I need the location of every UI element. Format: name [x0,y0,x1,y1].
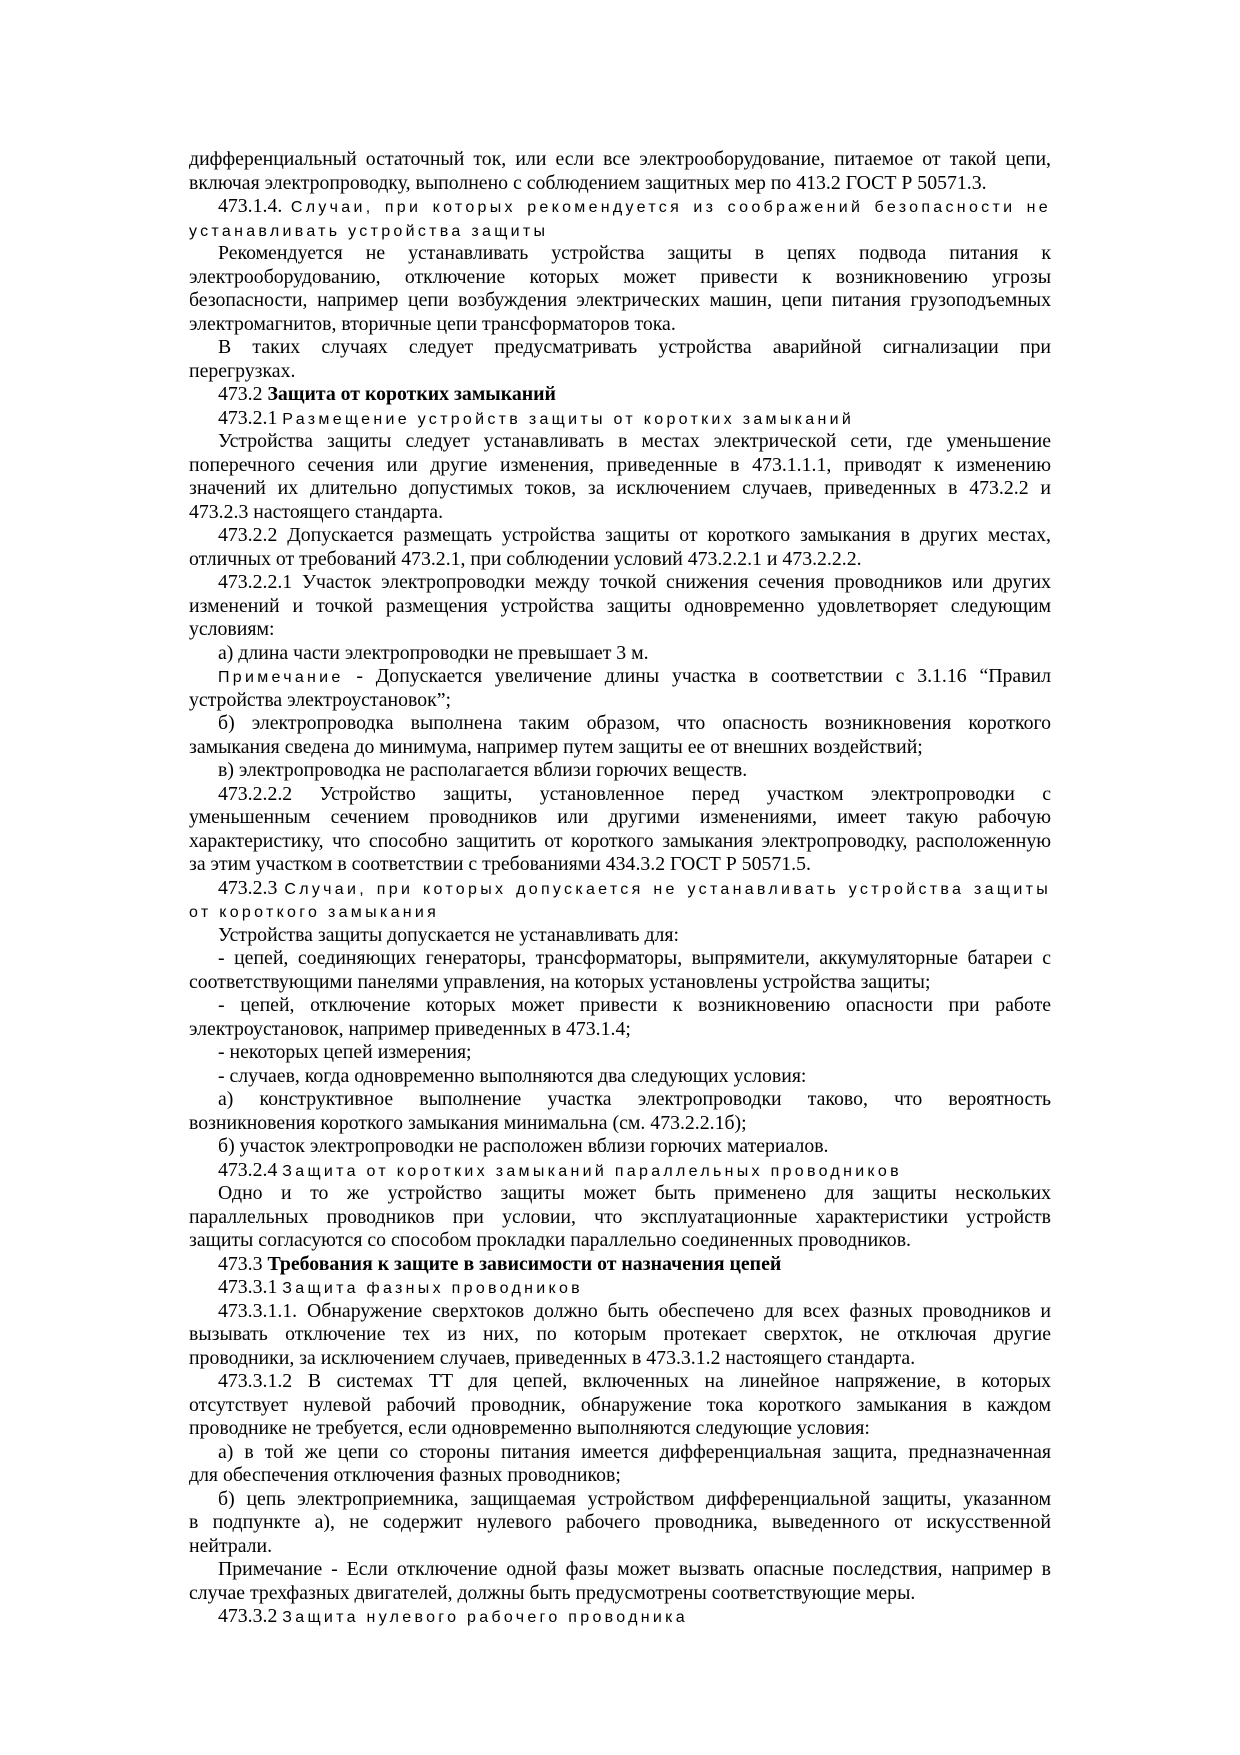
text-line: В таких случаях следует предусматривать устройства аварийной сигнализации при [218,336,1051,358]
text-line: возникновения короткого замыкания минимальна (см. 473.2.2.1б); [189,1111,747,1134]
text-line: электрооборудованию, отключение которых может привести к возникновению угрозы [189,265,1051,288]
paragraph [189,1159,1051,1183]
text-line: отличных от требований 473.2.1, при соблюдении условий 473.2.2.1 и 473.2.2.2. [189,547,862,570]
spaced-heading-text: Размещение устройств защиты от коротких замыканий [282,410,855,428]
text-line [189,407,1051,431]
paragraph [189,1182,1051,1253]
text-line: 473.2.2.2 Устройство защиты, установленное перед участком электропроводки с [218,782,1051,805]
text-line: устройства электроустановок”; [189,688,451,711]
clause-text: 473.1.4. [218,195,291,217]
text-line: а) в той же цепи со стороны питания имеется дифференциальная защита, предназначенная [218,1440,1051,1463]
text-body [189,148,1051,1629]
paragraph [189,195,1051,242]
text-line [189,900,1051,924]
text-line: характеристику, что способно защитить от короткого замыкания электропроводку, расположенную [189,829,1051,852]
text-line: - цепей, соединяющих генераторы, трансформаторы, выпрямители, аккумуляторные батареи с [218,947,1051,969]
text-line: проводнике не требуется, если одновременно выполняются следующие условия: [189,1417,870,1439]
text-line: проводники, за исключением случаев, приведенных в 473.3.1.2 настоящего стандарта. [189,1346,916,1369]
text-line: в подпункте а), не содержит нулевого рабочего проводника, выведенного от искусственной [189,1511,1051,1533]
text-line: 473.3.1.1. Обнаружение сверхтоков должно быть обеспечено для всех фазных проводников и [218,1299,1051,1322]
text-line: соответствующими панелями управления, на которых установлены устройства защиты; [189,970,931,993]
paragraph [189,1300,1051,1371]
paragraph [189,1605,1051,1629]
bold-heading-text: Требования к защите в зависимости от назначения цепей [267,1252,782,1275]
spaced-heading-text: Защита от коротких замыканий параллельных проводников [282,1162,902,1180]
text-line: Рекомендуется не устанавливать устройства защиты в цепях подвода питания к [218,242,1051,264]
paragraph [189,1488,1051,1559]
text-line [189,1159,1051,1183]
text-line: значений их длительно допустимых токов, за исключением случаев, приведенных в 473.2.2 и [189,477,1051,499]
text-line: электромагнитов, вторичные цепи трансформаторов тока. [189,312,676,335]
text-line: - случаев, когда одновременно выполняются два следующих условия: [218,1064,807,1087]
text-line: параллельных проводников при условии, что эксплуатационные характеристики устройств [189,1205,1051,1228]
text-line: Устройства защиты допускается не устанавливать для: [218,923,680,946]
text-line [189,1253,1051,1277]
paragraph [189,1041,1051,1065]
text-line: Устройства защиты следует устанавливать в местах электрической сети, где уменьшение [218,430,1051,452]
paragraph [189,430,1051,524]
text-line: поперечного сечения или другие изменения, приведенные в 473.1.1.1, приводят к изменению [189,453,1051,476]
text-line: б) цепь электроприемника, защищаемая устройством дифференциальной защиты, указанном [218,1487,1051,1510]
paragraph [189,407,1051,431]
spaced-heading-text: Случаи, при которых рекомендуется из соображений безопасности не [290,199,1051,216]
text-line: Примечание - Если отключение одной фазы может вызвать опасные последствия, например в [218,1558,1051,1580]
text-line [189,1276,1051,1300]
spaced-heading-text: Примечание [218,669,344,686]
paragraph [189,1135,1051,1159]
bold-heading-text: Защита от коротких замыканий [267,383,556,405]
clause-text: 473.2 [218,383,268,405]
text-line [189,877,1051,901]
text-line: 473.2.3 настоящего стандарта. [189,500,444,523]
paragraph [189,783,1051,877]
spaced-heading-text: от короткого замыкания [189,904,440,921]
paragraph [189,383,1051,407]
paragraph [189,1253,1051,1277]
paragraph [189,877,1051,924]
clause-text: 473.2.4 [218,1158,283,1181]
paragraph [189,759,1051,783]
spaced-heading-text: устанавливать устройства защиты [189,222,549,240]
text-line: - некоторых цепей измерения; [218,1041,472,1063]
text-line: 473.3.1.2 В системах TT для цепей, включенных на линейное напряжение, в которых [218,1370,1051,1392]
paragraph [189,148,1051,195]
paragraph [189,336,1051,383]
clause-text: 473.2.3 [218,876,285,899]
text-line: 473.2.2.1 Участок электропроводки между точкой снижения сечения проводников или других [218,571,1051,593]
paragraph [189,1558,1051,1605]
text-line: за этим участком в соответствии с требованиями 434.3.2 ГОСТ Р 50571.5. [189,853,811,875]
clause-text: 473.3.2 [218,1605,283,1627]
clause-text: - Допускается увеличение длины участка в соответствии с 3.1.16 “Правил [343,665,1051,687]
text-line: отсутствует нулевой рабочий проводник, обнаружение тока короткого замыкания в каждом [189,1393,1051,1416]
paragraph [189,924,1051,948]
text-line: защиты согласуются со способом прокладки параллельно соединенных проводников. [189,1229,911,1251]
paragraph [189,524,1051,571]
paragraph [189,947,1051,994]
spaced-heading-text: Защита фазных проводников [282,1280,583,1297]
text-line: б) электропроводка выполнена таким образом, что опасность возникновения короткого [218,712,1051,734]
text-line: а) конструктивное выполнение участка электропроводки таково, что вероятность [218,1088,1051,1110]
text-line: уменьшенным сечением проводников или другими изменениями, имеет такую рабочую [189,806,1051,828]
text-line [189,219,1051,243]
paragraph [189,1276,1051,1300]
paragraph [189,1370,1051,1441]
paragraph [189,665,1051,712]
clause-text: 473.3 [218,1252,268,1275]
text-line: нейтрали. [189,1534,273,1557]
text-line [189,665,1051,689]
text-line: изменений и точкой размещения устройства защиты одновременно удовлетворяет следующим [189,594,1051,617]
text-line: включая электропроводку, выполнено с соблюдением защитных мер по 413.2 ГОСТ Р 50571.3. [189,171,987,194]
spaced-heading-text: Случаи, при которых допускается не устанавливать устройства защиты [284,880,1051,898]
text-line: для обеспечения отключения фазных проводников; [189,1464,621,1486]
paragraph [189,1441,1051,1488]
text-line: безопасности, например цепи возбуждения электрических машин, цепи питания грузоподъемных [189,289,1051,311]
paragraph [189,642,1051,666]
text-line [189,195,1051,219]
text-line: Одно и то же устройство защиты может быть применено для защиты нескольких [218,1182,1051,1204]
text-line: дифференциальный остаточный ток, или если все электрооборудование, питаемое от такой цепи, [189,148,1051,170]
text-line: случае трехфазных двигателей, должны быть предусмотрены соответствующие меры. [189,1581,916,1604]
spaced-heading-text: Защита нулевого рабочего проводника [282,1609,688,1626]
text-line: 473.2.2 Допускается размещать устройства защиты от короткого замыкания в других местах, [218,524,1051,546]
paragraph [189,994,1051,1041]
clause-text: 473.2.1 [218,406,283,429]
paragraph [189,571,1051,642]
text-line [189,383,1051,407]
text-line: замыкания сведена до минимума, например путем защиты ее от внешних воздействий; [189,735,923,758]
text-line: перегрузках. [189,359,296,382]
text-line: в) электропроводка не располагается вблизи горючих веществ. [218,759,748,781]
paragraph [189,1065,1051,1089]
text-line: - цепей, отключение которых может привести к возникновению опасности при работе [218,994,1051,1016]
paragraph [189,242,1051,336]
text-line: вызывать отключение тех из них, по которым протекает сверхток, не отключая другие [189,1323,1051,1345]
text-line: а) длина части электропроводки не превышает 3 м. [218,641,649,664]
text-line: б) участок электропроводки не расположен вблизи горючих материалов. [218,1135,829,1157]
paragraph [189,712,1051,759]
text-line: электроустановок, например приведенных в 473.1.4; [189,1017,631,1040]
paragraph [189,1088,1051,1135]
text-line [189,1605,1051,1629]
text-line: условиям: [189,618,275,640]
clause-text: 473.3.1 [218,1276,283,1298]
